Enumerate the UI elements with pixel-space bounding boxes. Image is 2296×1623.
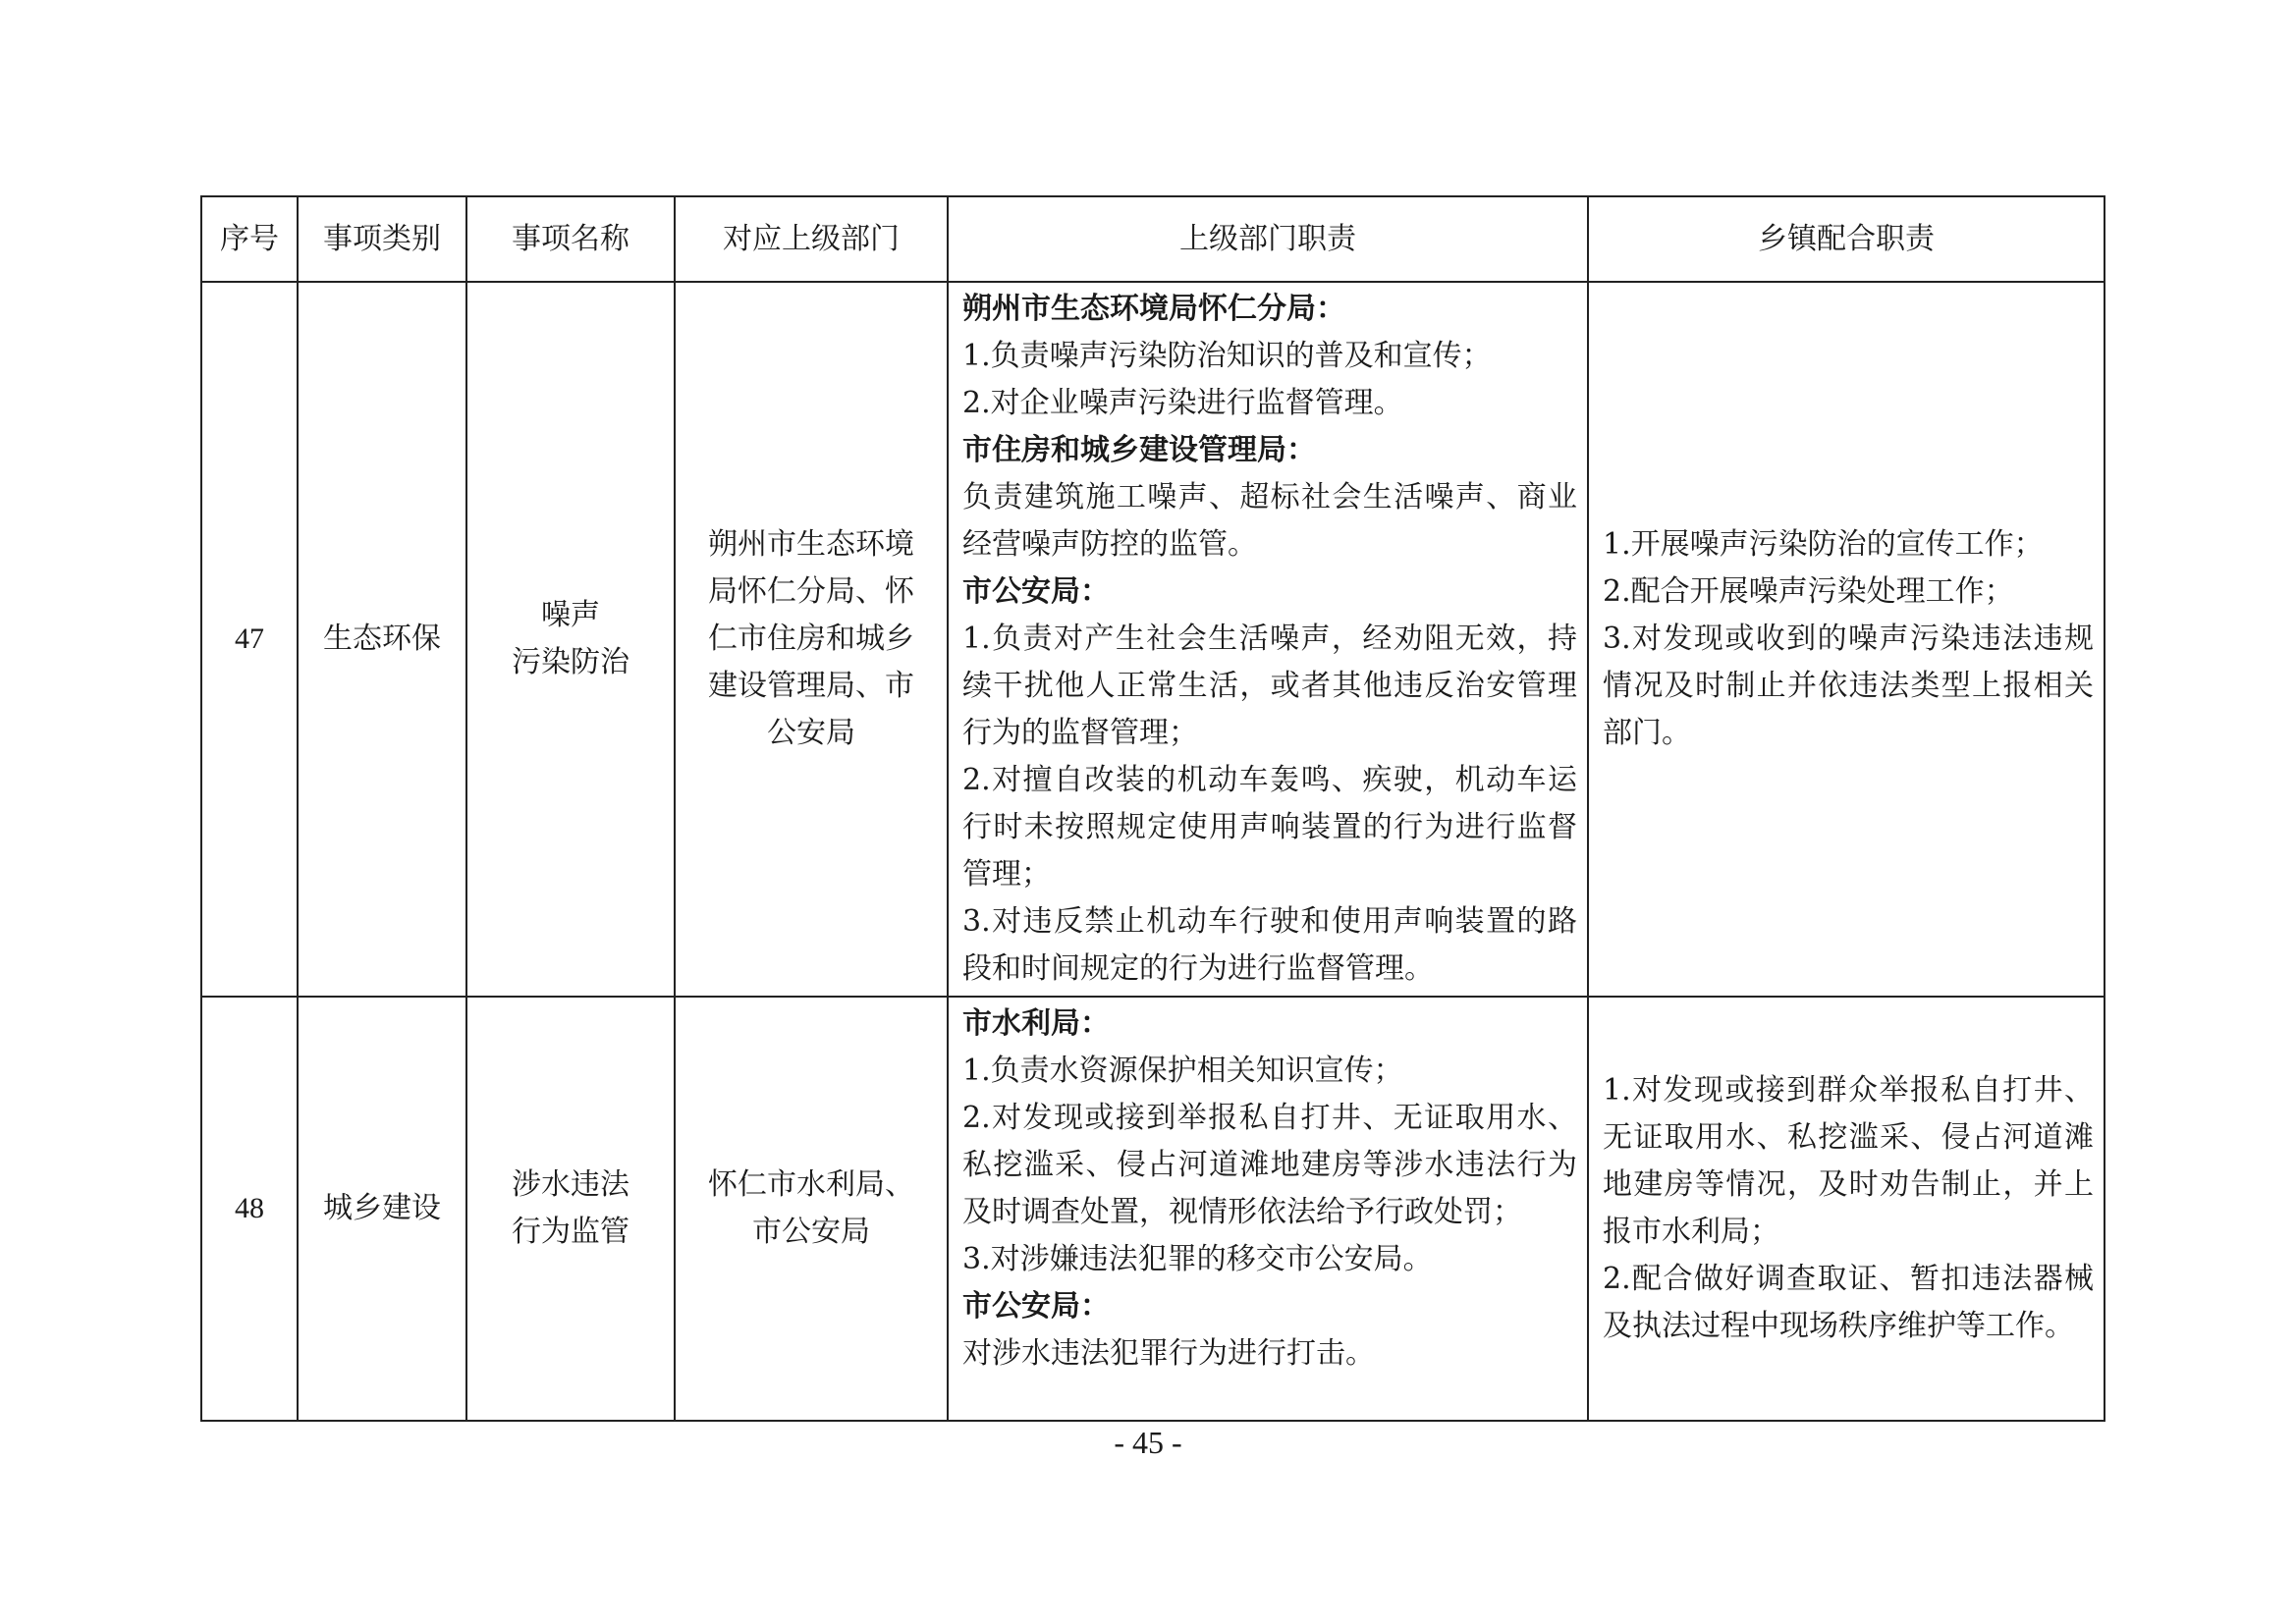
superior-duties-cell [948, 997, 1588, 1421]
header-category: 事项类别 [298, 196, 466, 282]
coop-list [1603, 521, 2094, 757]
header-superior-duties: 上级部门职责 [948, 196, 1588, 282]
superior-dept-cell: 朔州市生态环境 局怀仁分局、怀 仁市住房和城乡 建设管理局、市 公安局 [675, 282, 948, 997]
duty-list [962, 1001, 1577, 1378]
coop-line: 1.开展噪声污染防治的宣传工作； [1603, 527, 2044, 562]
duty-line: 1.负责水资源保护相关知识宣传； [962, 1054, 1403, 1088]
table-row [201, 997, 2105, 1421]
duty-line: 3.对涉嫌违法犯罪的移交市公安局。 [962, 1242, 1433, 1276]
header-township-coop: 乡镇配合职责 [1588, 196, 2105, 282]
item-name-cell: 涉水违法 行为监管 [466, 997, 675, 1421]
duty-list [962, 286, 1577, 993]
duty-line: 市公安局： [962, 574, 1110, 609]
coop-line: 3.对发现或收到的噪声污染违法违规情况及时制止并依违法类型上报相关部门。 [1603, 622, 2094, 750]
category-cell: 生态环保 [298, 282, 466, 997]
category-cell: 城乡建设 [298, 997, 466, 1421]
superior-duties-cell [948, 282, 1588, 997]
serial-cell: 47 [201, 282, 298, 997]
township-coop-cell [1588, 997, 2105, 1421]
duty-line: 市公安局： [962, 1289, 1110, 1324]
duty-line: 1.负责对产生社会生活噪声，经劝阻无效，持续干扰他人正常生活，或者其他违反治安管理行为的监督管理； [962, 622, 1577, 750]
table-row [201, 282, 2105, 997]
duty-line: 2.对擅自改装的机动车轰鸣、疾驶，机动车运行时未按照规定使用声响装置的行为进行监督管理； [962, 763, 1577, 892]
coop-line: 1.对发现或接到群众举报私自打井、无证取用水、私挖滥采、侵占河道滩地建房等情况，及时劝告制止，并上报市水利局； [1603, 1073, 2094, 1249]
coop-line: 2.配合做好调查取证、暂扣违法器械及执法过程中现场秩序维护等工作。 [1603, 1262, 2094, 1343]
duty-line: 负责建筑施工噪声、超标社会生活噪声、商业经营噪声防控的监管。 [962, 480, 1577, 562]
coop-list [1603, 1067, 2094, 1350]
table-header-row [201, 196, 2105, 282]
page-number: - 45 - [1114, 1425, 1182, 1460]
serial-cell: 48 [201, 997, 298, 1421]
header-superior-dept: 对应上级部门 [675, 196, 948, 282]
duty-line: 1.负责噪声污染防治知识的普及和宣传； [962, 339, 1492, 373]
duty-line: 2.对发现或接到举报私自打井、无证取用水、私挖滥采、侵占河道滩地建房等涉水违法行为及时调查处置，视情形依法给予行政处罚； [962, 1101, 1577, 1229]
duty-line: 对涉水违法犯罪行为进行打击。 [962, 1336, 1375, 1371]
township-coop-cell [1588, 282, 2105, 997]
duty-table [200, 195, 2105, 1422]
coop-line: 2.配合开展噪声污染处理工作； [1603, 574, 2014, 609]
header-serial: 序号 [201, 196, 298, 282]
duty-line: 市住房和城乡建设管理局： [962, 433, 1316, 467]
duty-line: 朔州市生态环境局怀仁分局： [962, 292, 1345, 326]
superior-dept-cell: 怀仁市水利局、 市公安局 [675, 997, 948, 1421]
duty-line: 2.对企业噪声污染进行监督管理。 [962, 386, 1403, 420]
duty-line: 市水利局： [962, 1006, 1110, 1041]
header-item-name: 事项名称 [466, 196, 675, 282]
duty-line: 3.对违反禁止机动车行驶和使用声响装置的路段和时间规定的行为进行监督管理。 [962, 904, 1577, 986]
item-name-cell: 噪声 污染防治 [466, 282, 675, 997]
